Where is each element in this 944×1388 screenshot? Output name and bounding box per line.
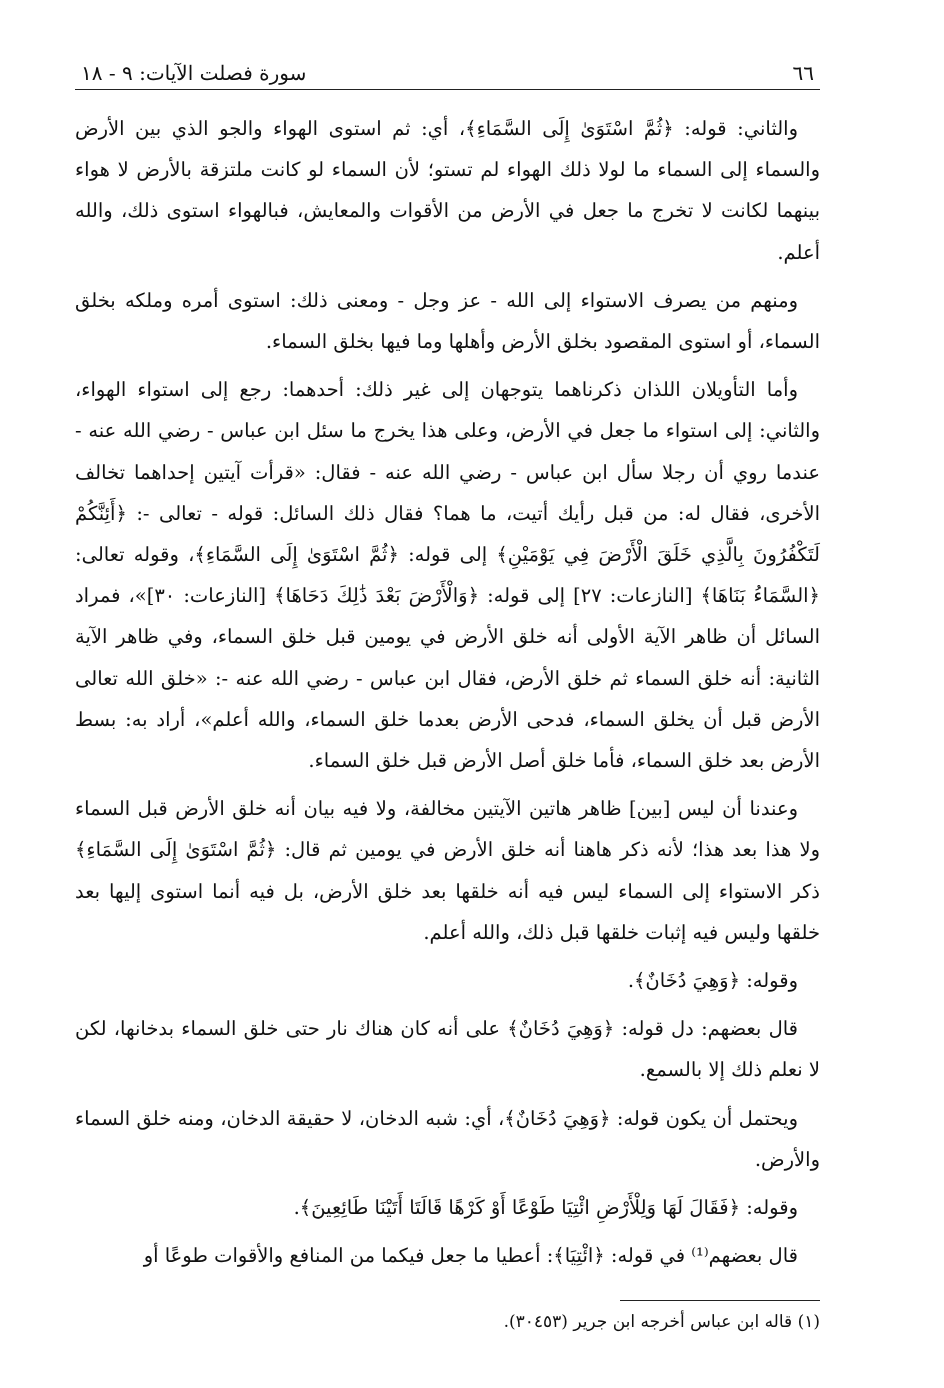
paragraph: وأما التأويلان اللذان ذكرناهما يتوجهان إلى غير ذلك: أحدهما: رجع إلى استواء الهواء، والثاني: إلى استواء ما جعل في الأرض، وعلى هذا يخرج ما سئل ابن عباس - رضي الله عنه - عندما روي أن رجلا سأل ابن عباس - رضي الله عنه - فقال: «قرأت آيتين إحداهما تخالف الأخرى، فقال له: من قبل رأيك أتيت، ما هما؟ فقال ذلك السائل: قوله - تعالى -: ﴿أَئِنَّكُمْ لَتَكْفُرُونَ بِالَّذِي خَلَقَ الْأَرْضَ فِي يَوْمَيْنِ﴾ إلى قوله: ﴿ثُمَّ اسْتَوَىٰ إِلَى السَّمَاءِ﴾، وقوله تعالى: ﴿السَّمَاءُ بَنَاهَا﴾ [النازعات: ٢٧] إلى قوله: ﴿وَالْأَرْضَ بَعْدَ ذَٰلِكَ دَحَاهَا﴾ [النازعات: ٣٠]»، فمراد السائل أن ظاهر الآية الأولى أنه خلق الأرض في يومين قبل خلق السماء، وفي ظاهر الآية الثانية: أنه خلق السماء ثم خلق الأرض، فقال ابن عباس - رضي الله عنه -: «خلق الله تعالى الأرض قبل أن يخلق السماء، فدحى الأرض بعدما خلق السماء، والله أعلم»، أراد به: بسط الأرض بعد خلق السماء، فأما خلق أصل الأرض قبل خلق السماء. xyxy=(75,378,820,773)
paragraph: قال بعضهم⁽¹⁾ في قوله: ﴿ائْتِيَا﴾: أعطيا ما جعل فيكما من المنافع والأقوات طوعًا أو xyxy=(143,1244,798,1268)
paragraph: وقوله: ﴿وَهِيَ دُخَانٌ﴾. xyxy=(627,969,798,993)
paragraph: ويحتمل أن يكون قوله: ﴿وَهِيَ دُخَانٌ﴾، أي: شبه الدخان، لا حقيقة الدخان، ومنه خلق السماء والأرض. xyxy=(75,1106,820,1171)
footnote-divider xyxy=(620,1300,820,1301)
paragraph: والثاني: قوله: ﴿ثُمَّ اسْتَوَىٰ إِلَى السَّمَاءِ﴾، أي: ثم استوى الهواء والجو الذي بين الأرض والسماء إلى السماء ما لولا ذلك الهواء لم تستو؛ لأن السماء لو كانت ملتزقة بالأرض لا هواء بينهما لكانت لا تخرج ما جعل في الأرض من الأقوات والمعايش، فبالهواء استوى ذلك، والله أعلم. xyxy=(75,117,820,264)
paragraph: قال بعضهم: دل قوله: ﴿وَهِيَ دُخَانٌ﴾ على أنه كان هناك نار حتى خلق السماء بدخانها، لكن لا نعلم ذلك إلا بالسمع. xyxy=(75,1017,820,1082)
paragraph: وعندنا أن ليس [بين] ظاهر هاتين الآيتين مخالفة، ولا فيه بيان أنه خلق الأرض قبل السماء ولا هذا بعد هذا؛ لأنه ذكر هاهنا أنه خلق الأرض في يومين ثم قال: ﴿ثُمَّ اسْتَوَىٰ إِلَى السَّمَاءِ﴾ ذكر الاستواء إلى السماء ليس فيه أنه خلقها بعد خلق الأرض، بل فيه أنما استوى إليها بعد خلقها وليس فيه إثبات خلقها قبل ذلك، والله أعلم. xyxy=(75,797,821,944)
body-text xyxy=(75,108,820,1276)
paragraph: ومنهم من يصرف الاستواء إلى الله - عز وجل - ومعنى ذلك: استوى أمره وملكه بخلق السماء، أو استوى المقصود بخلق الأرض وأهلها وما فيها بخلق السماء. xyxy=(75,288,820,354)
footnote: (١) قاله ابن عباس أخرجه ابن جرير (٣٠٤٥٣). xyxy=(503,1312,820,1332)
paragraph: وقوله: ﴿فَقَالَ لَهَا وَلِلْأَرْضِ ائْتِيَا طَوْعًا أَوْ كَرْهًا قَالَتَا أَتَيْنَا طَائِعِينَ﴾. xyxy=(293,1196,798,1220)
book-page xyxy=(75,50,820,1350)
page-header xyxy=(75,50,820,90)
page-number: ٦٦ xyxy=(792,61,814,85)
running-title: سورة فصلت الآيات: ٩ - ١٨ xyxy=(81,61,307,85)
